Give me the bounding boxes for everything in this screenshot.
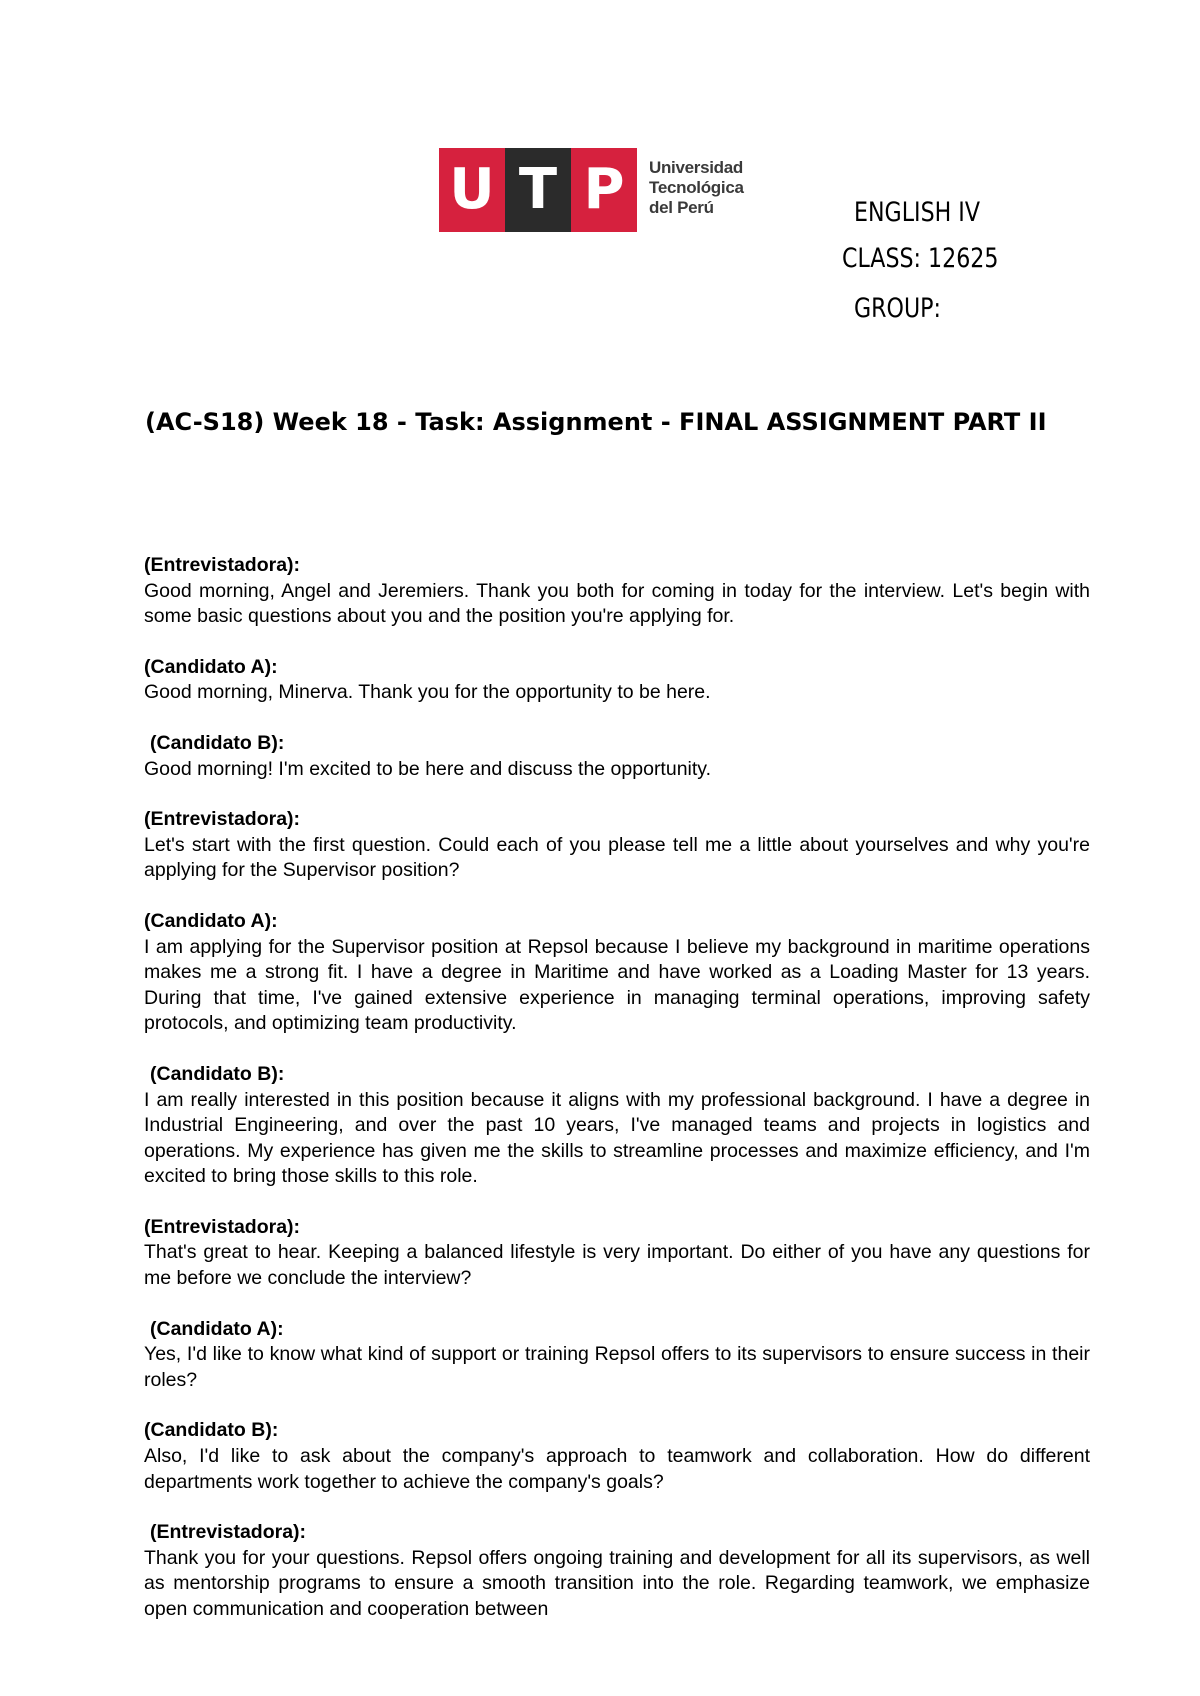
group-label: GROUP: (854, 293, 941, 324)
dialogue-turn (144, 731, 1090, 782)
logo-letter-p: P (571, 148, 637, 232)
document-title: (AC-S18) Week 18 - Task: Assignment - FINAL ASSIGNMENT PART II (145, 408, 1047, 436)
speech-text: Good morning! I'm excited to be here and discuss the opportunity. (144, 757, 712, 780)
speech-text: Let's start with the first question. Could each of you please tell me a little about yourselves and why you're applying for the Supervisor position? (144, 833, 1090, 882)
speaker-label: (Entrevistadora): (144, 808, 301, 831)
logo-name-line: Universidad (649, 158, 744, 177)
dialogue-turn (144, 553, 1090, 630)
dialogue-turn (144, 909, 1090, 1037)
dialogue-turn (144, 1418, 1090, 1495)
speech-text: Good morning, Minerva. Thank you for the opportunity to be here. (144, 681, 711, 704)
logo-letter-u: U (439, 148, 505, 232)
dialogue-turn (144, 1215, 1090, 1292)
speaker-label: (Candidato B): (150, 731, 285, 754)
course-name: ENGLISH IV (854, 197, 980, 228)
speech-text: Also, I'd like to ask about the company's approach to teamwork and collaboration. How do different departments work together to achieve the company's goals? (144, 1445, 1090, 1493)
logo-name-line: Tecnológica (649, 178, 744, 197)
speech-text: Thank you for your questions. Repsol offers ongoing training and development for all its supervisors, as well as mentorship programs to ensure a smooth transition into the role. Regarding teamwork, we emphasize open communication and cooperation between (144, 1546, 1090, 1620)
dialogue-turn (144, 1520, 1090, 1622)
speaker-label: (Entrevistadora): (150, 1521, 307, 1544)
dialogue-turn (144, 1317, 1090, 1394)
speech-text: Good morning, Angel and Jeremiers. Thank you both for coming in today for the interview. Let's begin with some basic questions about you and the position you're applying for. (144, 579, 1090, 628)
speech-text: Yes, I'd like to know what kind of support or training Repsol offers to its supervisors to ensure success in their roles? (144, 1343, 1090, 1391)
speaker-label: (Candidato A): (144, 655, 278, 678)
speech-text: That's great to hear. Keeping a balanced lifestyle is very important. Do either of you have any questions for me before we conclude the interview? (144, 1241, 1090, 1290)
speaker-label: (Candidato A): (144, 909, 278, 932)
speaker-label: (Candidato B): (150, 1062, 285, 1085)
dialogue-turn (144, 1062, 1090, 1190)
speaker-label: (Candidato B): (144, 1419, 279, 1442)
logo-letter-t: T (505, 148, 571, 232)
logo-name-line: del Perú (649, 198, 714, 217)
speaker-label: (Entrevistadora): (144, 554, 301, 576)
utp-logo (439, 148, 744, 232)
class-number: CLASS: 12625 (842, 243, 999, 274)
dialogue-turn (144, 655, 1090, 706)
dialogue-turn (144, 807, 1090, 884)
logo-university-name (649, 158, 744, 232)
interview-dialogue (144, 553, 1090, 1648)
speaker-label: (Candidato A): (150, 1317, 284, 1340)
speech-text: I am applying for the Supervisor position at Repsol because I believe my background in maritime operations makes me a strong fit. I have a degree in Maritime and have worked as a Loading Master for 13 years. During that time, I've gained extensive experience in managing terminal operations, improving safety protocols, and optimizing team productivity. (144, 935, 1090, 1035)
speaker-label: (Entrevistadora): (144, 1215, 301, 1238)
speech-text: I am really interested in this position because it aligns with my professional background. I have a degree in Industrial Engineering, and over the past 10 years, I've managed teams and projects in logistics and operations. My experience has given me the skills to streamline processes and maximize efficiency, and I'm excited to bring those skills to this role. (144, 1088, 1090, 1188)
